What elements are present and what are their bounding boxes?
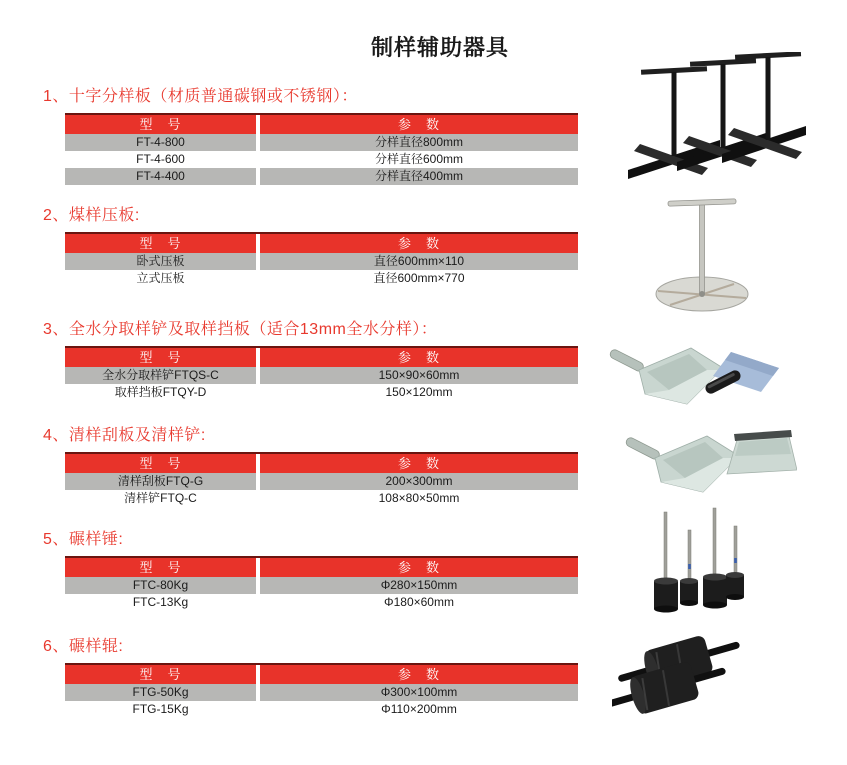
vertical-press-plate-image — [652, 194, 752, 316]
param-cell: 108×80×50mm — [260, 490, 578, 507]
table-header-row — [65, 348, 578, 367]
scoop — [625, 436, 739, 492]
column-header-model: 型 号 — [65, 454, 256, 473]
page-title: 制样辅助器具 — [370, 35, 509, 60]
column-header-model: 型 号 — [65, 558, 256, 577]
section-heading: 3、全水分取样铲及取样挡板（适合13mm全水分样）： — [43, 321, 438, 338]
param-cell: Φ280×150mm — [260, 577, 578, 594]
model-cell: FTG-15Kg — [65, 701, 256, 718]
hammer-4 — [726, 526, 744, 600]
spec-table — [65, 232, 578, 287]
column-header-param: 参 数 — [260, 115, 578, 134]
model-cell: FT-4-600 — [65, 151, 256, 168]
moisture-scoop-and-board-image — [603, 340, 785, 410]
param-cell: Φ110×200mm — [260, 701, 578, 718]
column-header-model: 型 号 — [65, 234, 256, 253]
param-cell: 分样直径800mm — [260, 134, 578, 151]
cross-divider-image — [626, 52, 808, 194]
table-row — [65, 701, 578, 718]
hammer-1 — [654, 512, 678, 613]
model-cell: FTG-50Kg — [65, 684, 256, 701]
section-clean-scraper — [43, 425, 578, 507]
column-header-param: 参 数 — [260, 558, 578, 577]
table-row — [65, 594, 578, 611]
param-cell: 分样直径400mm — [260, 168, 578, 185]
section-moisture-scoop — [43, 319, 578, 401]
scoop — [609, 348, 723, 404]
section-heading: 6、碾样辊: — [43, 638, 124, 655]
section-sample-roller — [43, 636, 578, 718]
table-header-row — [65, 115, 578, 134]
column-header-param: 参 数 — [260, 454, 578, 473]
column-header-param: 参 数 — [260, 665, 578, 684]
column-header-model: 型 号 — [65, 348, 256, 367]
spec-table — [65, 346, 578, 401]
param-cell: Φ300×100mm — [260, 684, 578, 701]
column-header-model: 型 号 — [65, 115, 256, 134]
model-cell: 清样刮板FTQ-G — [65, 473, 256, 490]
sample-roller-image — [612, 636, 748, 720]
table-header-row — [65, 665, 578, 684]
param-cell: 直径600mm×770 — [260, 270, 578, 287]
spec-table — [65, 663, 578, 718]
section-coal-press — [43, 205, 578, 287]
section-heading: 4、清样刮板及清样铲: — [43, 427, 206, 444]
section-heading: 1、十字分样板（材质普通碳钢或不锈钢）： — [43, 88, 358, 105]
table-row — [65, 134, 578, 151]
column-header-param: 参 数 — [260, 348, 578, 367]
table-row — [65, 253, 578, 270]
table-header-row — [65, 234, 578, 253]
param-cell: 直径600mm×110 — [260, 253, 578, 270]
param-cell: 200×300mm — [260, 473, 578, 490]
column-header-param: 参 数 — [260, 234, 578, 253]
model-cell: 卧式压板 — [65, 253, 256, 270]
scraper — [727, 430, 797, 474]
param-cell: 150×90×60mm — [260, 367, 578, 384]
model-cell: FTC-13Kg — [65, 594, 256, 611]
table-row — [65, 684, 578, 701]
spec-table — [65, 452, 578, 507]
param-cell: 150×120mm — [260, 384, 578, 401]
clean-scoop-and-scraper-image — [615, 424, 797, 496]
model-cell: FT-4-800 — [65, 134, 256, 151]
model-cell: 立式压板 — [65, 270, 256, 287]
table-row — [65, 577, 578, 594]
section-heading: 5、碾样锤: — [43, 531, 124, 548]
hammer-2 — [680, 530, 698, 606]
table-row — [65, 367, 578, 384]
model-cell: 清样铲FTQ-C — [65, 490, 256, 507]
model-cell: FT-4-400 — [65, 168, 256, 185]
table-row — [65, 270, 578, 287]
spec-table — [65, 556, 578, 611]
table-header-row — [65, 454, 578, 473]
sample-hammer-image — [650, 506, 746, 620]
table-row — [65, 384, 578, 401]
section-cross-divider — [43, 86, 578, 185]
param-cell: Φ180×60mm — [260, 594, 578, 611]
model-cell: 取样挡板FTQY-D — [65, 384, 256, 401]
model-cell: 全水分取样铲FTQS-C — [65, 367, 256, 384]
spec-table — [65, 113, 578, 185]
hammer-3 — [703, 508, 727, 609]
board — [704, 352, 779, 396]
table-row — [65, 168, 578, 185]
section-sample-hammer — [43, 529, 578, 611]
table-header-row — [65, 558, 578, 577]
table-row — [65, 151, 578, 168]
param-cell: 分样直径600mm — [260, 151, 578, 168]
section-heading: 2、煤样压板: — [43, 207, 140, 224]
table-row — [65, 490, 578, 507]
column-header-model: 型 号 — [65, 665, 256, 684]
table-row — [65, 473, 578, 490]
model-cell: FTC-80Kg — [65, 577, 256, 594]
